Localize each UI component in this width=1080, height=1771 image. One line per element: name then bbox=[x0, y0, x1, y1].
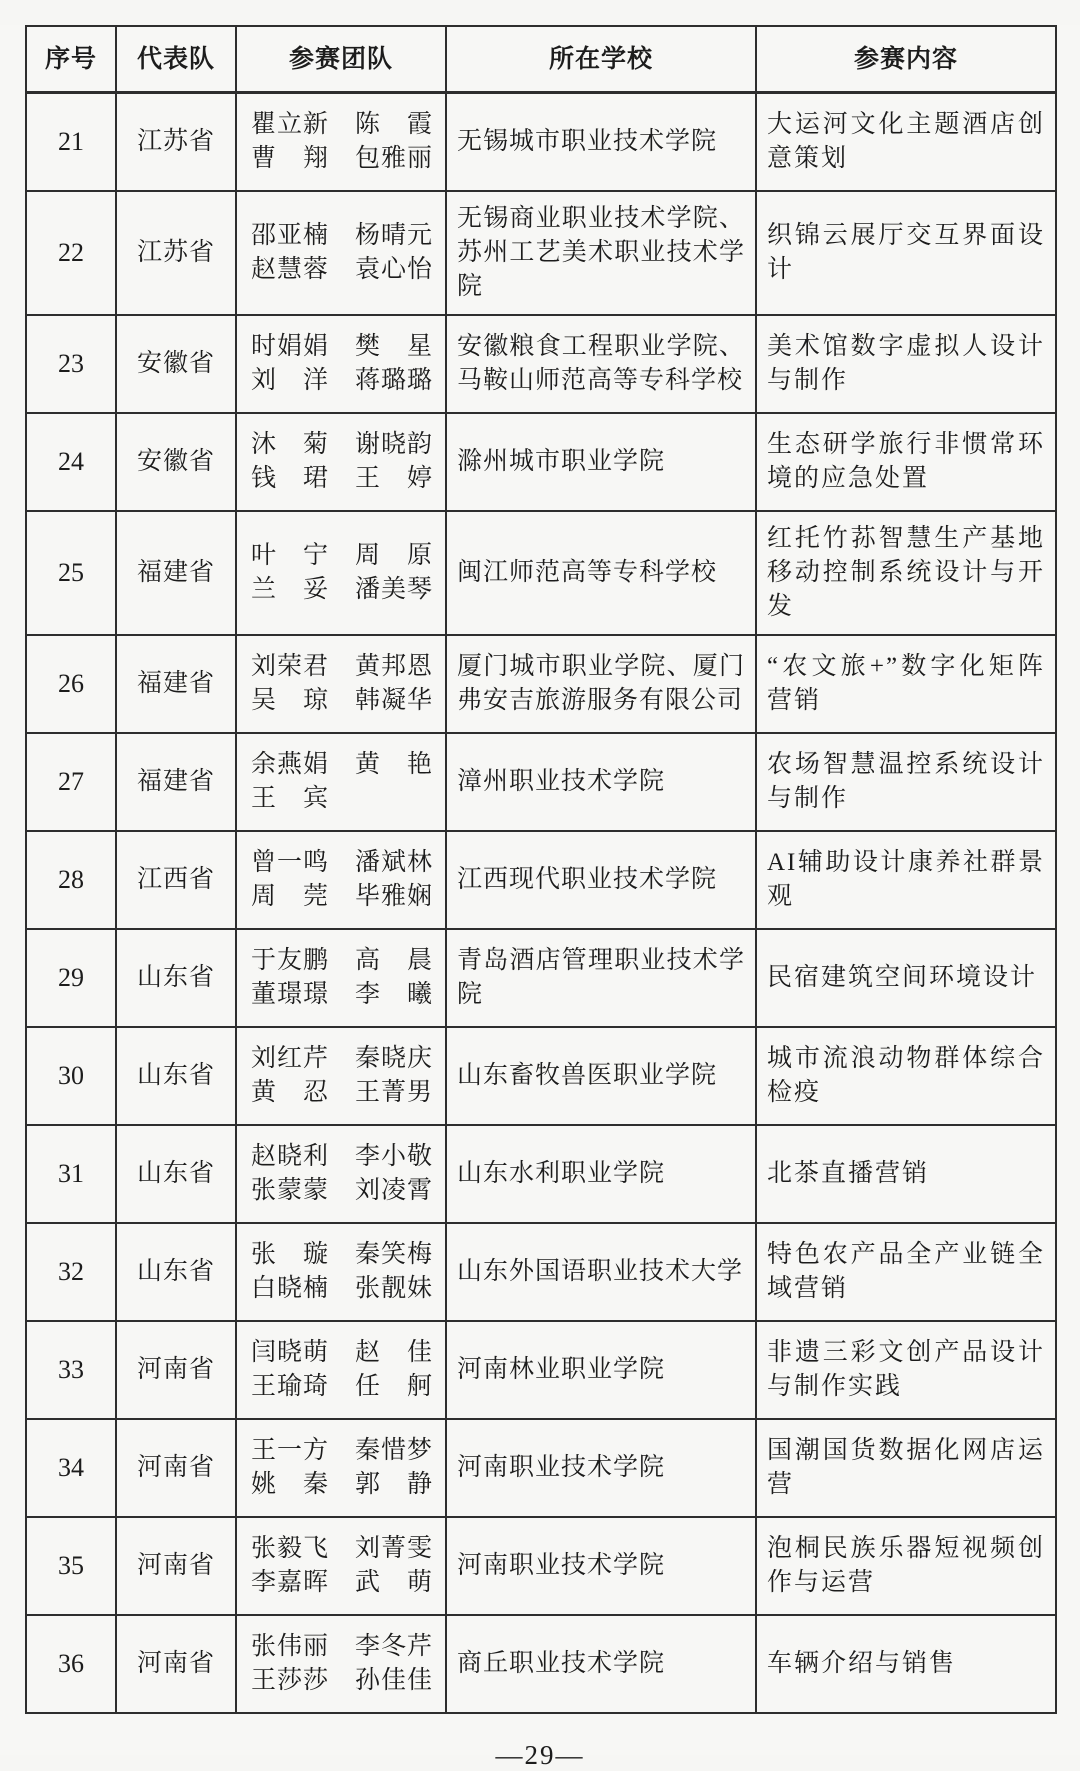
team-member-line: 张伟丽 李冬芹 bbox=[251, 1633, 434, 1660]
cell-school: 河南林业职业学院 bbox=[446, 1321, 756, 1419]
team-member-line: 刘 洋 蒋璐璐 bbox=[251, 367, 434, 394]
table-row bbox=[26, 733, 1056, 831]
cell-school: 闽江师范高等专科学校 bbox=[446, 511, 756, 635]
col-header-team: 参赛团队 bbox=[236, 26, 446, 93]
cell-delegation: 河南省 bbox=[116, 1419, 236, 1517]
cell-school: 山东外国语职业技术大学 bbox=[446, 1223, 756, 1321]
cell-competition-content: 北茶直播营销 bbox=[756, 1125, 1056, 1223]
cell-serial-number: 26 bbox=[26, 635, 116, 733]
cell-delegation: 福建省 bbox=[116, 733, 236, 831]
cell-competition-content: 红托竹荪智慧生产基地移动控制系统设计与开发 bbox=[756, 511, 1056, 635]
team-member-line: 张毅飞 刘菁雯 bbox=[251, 1535, 434, 1562]
col-header-delegation: 代表队 bbox=[116, 26, 236, 93]
cell-competition-content: 农场智慧温控系统设计与制作 bbox=[756, 733, 1056, 831]
cell-competition-content: 民宿建筑空间环境设计 bbox=[756, 929, 1056, 1027]
cell-team-members bbox=[236, 191, 446, 315]
cell-delegation: 河南省 bbox=[116, 1517, 236, 1615]
cell-delegation: 福建省 bbox=[116, 635, 236, 733]
team-member-line: 于友鹏 高 晨 bbox=[251, 947, 434, 974]
cell-competition-content: 织锦云展厅交互界面设计 bbox=[756, 191, 1056, 315]
page-number: —29— bbox=[495, 1740, 585, 1770]
team-member-line: 王 宾 bbox=[251, 785, 330, 812]
cell-delegation: 河南省 bbox=[116, 1615, 236, 1713]
competition-results-table bbox=[25, 25, 1057, 1714]
cell-team-members bbox=[236, 831, 446, 929]
table-row bbox=[26, 315, 1056, 413]
cell-team-members bbox=[236, 1321, 446, 1419]
team-member-line: 姚 秦 郭 静 bbox=[251, 1471, 434, 1498]
table-row bbox=[26, 191, 1056, 315]
team-member-line: 王一方 秦惜梦 bbox=[251, 1437, 434, 1464]
cell-team-members bbox=[236, 635, 446, 733]
team-member-line: 邵亚楠 杨晴元 bbox=[251, 222, 434, 249]
team-member-line: 张 璇 秦笑梅 bbox=[251, 1241, 434, 1268]
col-header-content: 参赛内容 bbox=[756, 26, 1056, 93]
table-header bbox=[26, 26, 1056, 93]
team-member-line: 余燕娟 黄 艳 bbox=[251, 751, 434, 778]
table-row bbox=[26, 831, 1056, 929]
cell-serial-number: 36 bbox=[26, 1615, 116, 1713]
team-member-line: 闫晓萌 赵 佳 bbox=[251, 1339, 434, 1366]
cell-school: 江西现代职业技术学院 bbox=[446, 831, 756, 929]
table-row bbox=[26, 1125, 1056, 1223]
cell-delegation: 山东省 bbox=[116, 1125, 236, 1223]
team-member-line: 刘荣君 黄邦恩 bbox=[251, 653, 434, 680]
cell-serial-number: 22 bbox=[26, 191, 116, 315]
cell-delegation: 河南省 bbox=[116, 1321, 236, 1419]
cell-serial-number: 29 bbox=[26, 929, 116, 1027]
table-row bbox=[26, 93, 1056, 192]
cell-competition-content: 城市流浪动物群体综合检疫 bbox=[756, 1027, 1056, 1125]
cell-serial-number: 31 bbox=[26, 1125, 116, 1223]
cell-serial-number: 25 bbox=[26, 511, 116, 635]
team-member-line: 钱 珺 王 婷 bbox=[251, 465, 434, 492]
team-member-line: 曾一鸣 潘斌林 bbox=[251, 849, 434, 876]
team-member-line: 时娟娟 樊 星 bbox=[251, 333, 434, 360]
cell-serial-number: 35 bbox=[26, 1517, 116, 1615]
cell-delegation: 江西省 bbox=[116, 831, 236, 929]
table-row bbox=[26, 1027, 1056, 1125]
cell-school: 漳州职业技术学院 bbox=[446, 733, 756, 831]
table-row bbox=[26, 929, 1056, 1027]
cell-team-members bbox=[236, 1125, 446, 1223]
cell-delegation: 福建省 bbox=[116, 511, 236, 635]
cell-school: 无锡城市职业技术学院 bbox=[446, 93, 756, 192]
team-member-line: 李嘉晖 武 萌 bbox=[251, 1569, 434, 1596]
table-row bbox=[26, 1419, 1056, 1517]
cell-competition-content: 国潮国货数据化网店运营 bbox=[756, 1419, 1056, 1517]
team-member-line: 张蒙蒙 刘凌霄 bbox=[251, 1177, 434, 1204]
cell-school: 河南职业技术学院 bbox=[446, 1517, 756, 1615]
cell-competition-content: 美术馆数字虚拟人设计与制作 bbox=[756, 315, 1056, 413]
cell-serial-number: 32 bbox=[26, 1223, 116, 1321]
cell-serial-number: 30 bbox=[26, 1027, 116, 1125]
cell-delegation: 江苏省 bbox=[116, 93, 236, 192]
cell-team-members bbox=[236, 511, 446, 635]
cell-school: 商丘职业技术学院 bbox=[446, 1615, 756, 1713]
team-member-line: 王莎莎 孙佳佳 bbox=[251, 1667, 434, 1694]
cell-delegation: 安徽省 bbox=[116, 315, 236, 413]
cell-competition-content: 泡桐民族乐器短视频创作与运营 bbox=[756, 1517, 1056, 1615]
cell-team-members bbox=[236, 315, 446, 413]
table-row bbox=[26, 1615, 1056, 1713]
cell-team-members bbox=[236, 413, 446, 511]
table-row bbox=[26, 635, 1056, 733]
team-member-line: 董璟璟 李 曦 bbox=[251, 981, 434, 1008]
cell-team-members bbox=[236, 1517, 446, 1615]
cell-team-members bbox=[236, 733, 446, 831]
team-member-line: 叶 宁 周 原 bbox=[251, 542, 434, 569]
cell-school: 山东水利职业学院 bbox=[446, 1125, 756, 1223]
col-header-school: 所在学校 bbox=[446, 26, 756, 93]
cell-serial-number: 24 bbox=[26, 413, 116, 511]
table-row bbox=[26, 1517, 1056, 1615]
team-member-line: 周 莞 毕雅娴 bbox=[251, 883, 434, 910]
cell-school: 青岛酒店管理职业技术学院 bbox=[446, 929, 756, 1027]
cell-school: 河南职业技术学院 bbox=[446, 1419, 756, 1517]
table-row bbox=[26, 1321, 1056, 1419]
cell-school: 无锡商业职业技术学院、苏州工艺美术职业技术学院 bbox=[446, 191, 756, 315]
cell-team-members bbox=[236, 93, 446, 192]
team-member-line: 赵晓利 李小敬 bbox=[251, 1143, 434, 1170]
cell-school: 山东畜牧兽医职业学院 bbox=[446, 1027, 756, 1125]
team-member-line: 黄 忍 王菁男 bbox=[251, 1079, 434, 1106]
cell-school: 滁州城市职业学院 bbox=[446, 413, 756, 511]
table-row bbox=[26, 511, 1056, 635]
cell-serial-number: 23 bbox=[26, 315, 116, 413]
cell-competition-content: 非遗三彩文创产品设计与制作实践 bbox=[756, 1321, 1056, 1419]
cell-serial-number: 28 bbox=[26, 831, 116, 929]
cell-delegation: 山东省 bbox=[116, 929, 236, 1027]
team-member-line: 吴 琼 韩凝华 bbox=[251, 687, 434, 714]
cell-competition-content: 生态研学旅行非惯常环境的应急处置 bbox=[756, 413, 1056, 511]
col-header-no: 序号 bbox=[26, 26, 116, 93]
team-member-line: 刘红芹 秦晓庆 bbox=[251, 1045, 434, 1072]
cell-serial-number: 27 bbox=[26, 733, 116, 831]
team-member-line: 王瑜琦 任 舸 bbox=[251, 1373, 434, 1400]
team-member-line: 沐 菊 谢晓韵 bbox=[251, 431, 434, 458]
cell-delegation: 安徽省 bbox=[116, 413, 236, 511]
table-row bbox=[26, 1223, 1056, 1321]
cell-delegation: 江苏省 bbox=[116, 191, 236, 315]
cell-competition-content: 车辆介绍与销售 bbox=[756, 1615, 1056, 1713]
table-row bbox=[26, 413, 1056, 511]
team-member-line: 兰 妥 潘美琴 bbox=[251, 576, 434, 603]
team-member-line: 白晓楠 张靓妹 bbox=[251, 1275, 434, 1302]
cell-serial-number: 34 bbox=[26, 1419, 116, 1517]
cell-school: 厦门城市职业学院、厦门弗安吉旅游服务有限公司 bbox=[446, 635, 756, 733]
team-member-line: 曹 翔 包雅丽 bbox=[251, 145, 434, 172]
cell-team-members bbox=[236, 1615, 446, 1713]
cell-serial-number: 21 bbox=[26, 93, 116, 192]
cell-team-members bbox=[236, 1027, 446, 1125]
table-header-row bbox=[26, 26, 1056, 93]
cell-delegation: 山东省 bbox=[116, 1027, 236, 1125]
cell-team-members bbox=[236, 929, 446, 1027]
team-member-line: 赵慧蓉 袁心怡 bbox=[251, 256, 434, 283]
cell-competition-content: 特色农产品全产业链全域营销 bbox=[756, 1223, 1056, 1321]
cell-team-members bbox=[236, 1419, 446, 1517]
document-page bbox=[0, 25, 1080, 1770]
cell-serial-number: 33 bbox=[26, 1321, 116, 1419]
cell-competition-content: AI辅助设计康养社群景观 bbox=[756, 831, 1056, 929]
cell-delegation: 山东省 bbox=[116, 1223, 236, 1321]
cell-competition-content: 大运河文化主题酒店创意策划 bbox=[756, 93, 1056, 192]
cell-school: 安徽粮食工程职业学院、马鞍山师范高等专科学校 bbox=[446, 315, 756, 413]
cell-team-members bbox=[236, 1223, 446, 1321]
table-body bbox=[26, 93, 1056, 1714]
cell-competition-content: “农文旅+”数字化矩阵营销 bbox=[756, 635, 1056, 733]
team-member-line: 瞿立新 陈 霞 bbox=[251, 111, 434, 138]
